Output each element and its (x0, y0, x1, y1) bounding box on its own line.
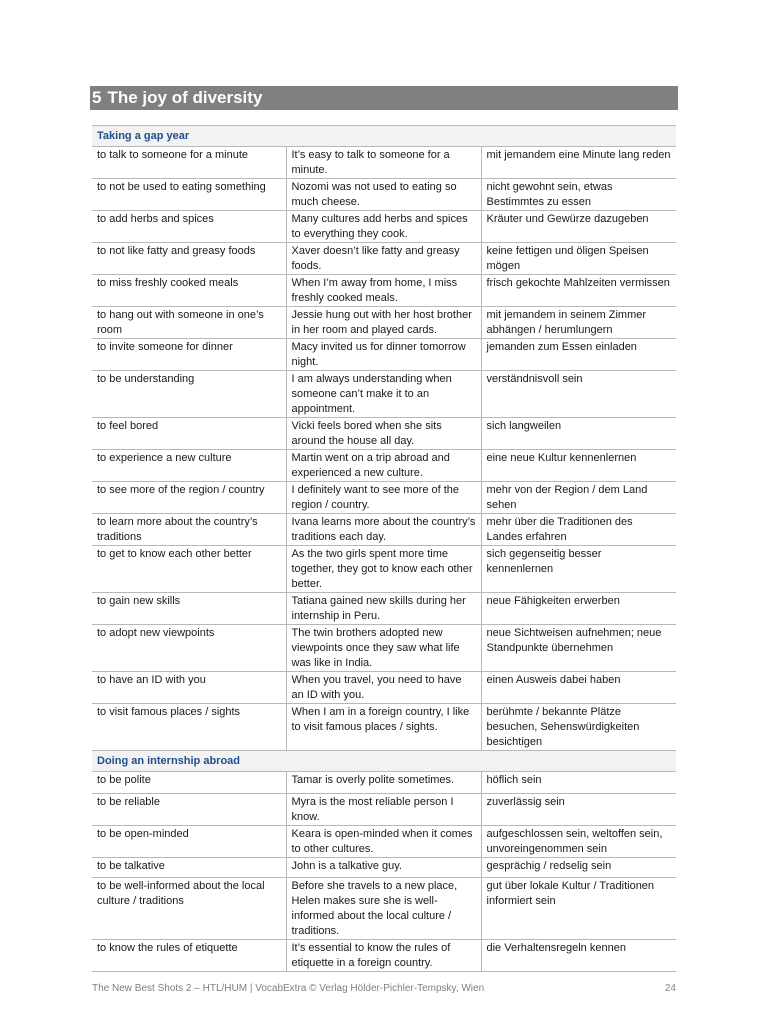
example-sentence: Macy invited us for dinner tomorrow night. (286, 339, 481, 371)
table-row (92, 275, 676, 307)
vocab-phrase: to be open-minded (92, 826, 286, 858)
section-title: Taking a gap year (92, 126, 676, 147)
translation: jemanden zum Essen einladen (481, 339, 676, 371)
vocab-phrase: to be polite (92, 772, 286, 794)
example-sentence: When I am in a foreign country, I like to visit famous places / sights. (286, 704, 481, 751)
vocab-phrase: to know the rules of etiquette (92, 940, 286, 972)
example-sentence: When you travel, you need to have an ID with you. (286, 672, 481, 704)
example-sentence: Keara is open-minded when it comes to other cultures. (286, 826, 481, 858)
translation: mit jemandem in seinem Zimmer abhängen / herumlungern (481, 307, 676, 339)
translation: einen Ausweis dabei haben (481, 672, 676, 704)
table-row (92, 179, 676, 211)
vocab-phrase: to get to know each other better (92, 546, 286, 593)
example-sentence: Before she travels to a new place, Helen makes sure she is well-informed about the local culture / traditions. (286, 878, 481, 940)
translation: zuverlässig sein (481, 794, 676, 826)
table-row (92, 940, 676, 972)
vocab-phrase: to be understanding (92, 371, 286, 418)
table-row (92, 482, 676, 514)
footer-credits: The New Best Shots 2 – HTL/HUM | VocabExtra © Verlag Hölder-Pichler-Tempsky, Wien (92, 983, 485, 994)
translation: neue Fähigkeiten erwerben (481, 593, 676, 625)
translation: mehr über die Traditionen des Landes erfahren (481, 514, 676, 546)
table-row (92, 147, 676, 179)
vocab-phrase: to adopt new viewpoints (92, 625, 286, 672)
translation: eine neue Kultur kennenlernen (481, 450, 676, 482)
section-title: Doing an internship abroad (92, 751, 676, 772)
translation: sich langweilen (481, 418, 676, 450)
vocab-phrase: to visit famous places / sights (92, 704, 286, 751)
translation: nicht gewohnt sein, etwas Bestimmtes zu essen (481, 179, 676, 211)
table-row (92, 371, 676, 418)
vocab-phrase: to have an ID with you (92, 672, 286, 704)
vocab-phrase: to talk to someone for a minute (92, 147, 286, 179)
vocab-phrase: to be well-informed about the local culture / traditions (92, 878, 286, 940)
translation: höflich sein (481, 772, 676, 794)
example-sentence: It’s essential to know the rules of etiquette in a foreign country. (286, 940, 481, 972)
table-row (92, 826, 676, 858)
section-header (92, 751, 676, 772)
vocab-phrase: to gain new skills (92, 593, 286, 625)
example-sentence: Nozomi was not used to eating so much cheese. (286, 179, 481, 211)
example-sentence: I definitely want to see more of the region / country. (286, 482, 481, 514)
translation: die Verhaltensregeln kennen (481, 940, 676, 972)
table-row (92, 307, 676, 339)
table-row (92, 878, 676, 940)
translation: mit jemandem eine Minute lang reden (481, 147, 676, 179)
vocab-phrase: to be talkative (92, 858, 286, 878)
translation: frisch gekochte Mahlzeiten vermissen (481, 275, 676, 307)
example-sentence: John is a talkative guy. (286, 858, 481, 878)
example-sentence: Ivana learns more about the country’s traditions each day. (286, 514, 481, 546)
table-row (92, 794, 676, 826)
translation: aufgeschlossen sein, weltoffen sein, unvoreingenommen sein (481, 826, 676, 858)
table-row (92, 772, 676, 794)
table-row (92, 450, 676, 482)
example-sentence: Many cultures add herbs and spices to everything they cook. (286, 211, 481, 243)
translation: neue Sichtweisen aufnehmen; neue Standpunkte übernehmen (481, 625, 676, 672)
table-row (92, 704, 676, 751)
translation: keine fettigen und öligen Speisen mögen (481, 243, 676, 275)
table-row (92, 625, 676, 672)
table-row (92, 514, 676, 546)
example-sentence: The twin brothers adopted new viewpoints once they saw what life was like in India. (286, 625, 481, 672)
table-row (92, 418, 676, 450)
example-sentence: I am always understanding when someone can’t make it to an appointment. (286, 371, 481, 418)
vocab-phrase: to not like fatty and greasy foods (92, 243, 286, 275)
example-sentence: As the two girls spent more time together, they got to know each other better. (286, 546, 481, 593)
section-header (92, 126, 676, 147)
page-title (90, 86, 678, 110)
vocab-phrase: to learn more about the country’s traditions (92, 514, 286, 546)
example-sentence: Tatiana gained new skills during her internship in Peru. (286, 593, 481, 625)
table-row (92, 243, 676, 275)
table-row (92, 858, 676, 878)
vocab-phrase: to be reliable (92, 794, 286, 826)
vocab-phrase: to not be used to eating something (92, 179, 286, 211)
table-row (92, 211, 676, 243)
table-row (92, 546, 676, 593)
translation: verständnisvoll sein (481, 371, 676, 418)
vocab-phrase: to see more of the region / country (92, 482, 286, 514)
example-sentence: Tamar is overly polite sometimes. (286, 772, 481, 794)
example-sentence: Xaver doesn’t like fatty and greasy foods. (286, 243, 481, 275)
example-sentence: Myra is the most reliable person I know. (286, 794, 481, 826)
example-sentence: It’s easy to talk to someone for a minute. (286, 147, 481, 179)
translation: gesprächig / redselig sein (481, 858, 676, 878)
table-row (92, 593, 676, 625)
vocab-phrase: to experience a new culture (92, 450, 286, 482)
translation: sich gegenseitig besser kennenlernen (481, 546, 676, 593)
table-row (92, 339, 676, 371)
vocab-phrase: to miss freshly cooked meals (92, 275, 286, 307)
vocab-phrase: to add herbs and spices (92, 211, 286, 243)
example-sentence: Vicki feels bored when she sits around the house all day. (286, 418, 481, 450)
example-sentence: Martin went on a trip abroad and experienced a new culture. (286, 450, 481, 482)
translation: berühmte / bekannte Plätze besuchen, Sehenswürdigkeiten besichtigen (481, 704, 676, 751)
translation: Kräuter und Gewürze dazugeben (481, 211, 676, 243)
vocab-table (92, 125, 676, 972)
vocab-phrase: to hang out with someone in one’s room (92, 307, 286, 339)
vocab-phrase: to invite someone for dinner (92, 339, 286, 371)
chapter-title: The joy of diversity (107, 88, 263, 107)
example-sentence: Jessie hung out with her host brother in her room and played cards. (286, 307, 481, 339)
translation: gut über lokale Kultur / Traditionen informiert sein (481, 878, 676, 940)
example-sentence: When I’m away from home, I miss freshly cooked meals. (286, 275, 481, 307)
vocab-phrase: to feel bored (92, 418, 286, 450)
translation: mehr von der Region / dem Land sehen (481, 482, 676, 514)
chapter-number: 5 (92, 88, 102, 107)
page-number: 24 (664, 983, 676, 994)
table-row (92, 672, 676, 704)
